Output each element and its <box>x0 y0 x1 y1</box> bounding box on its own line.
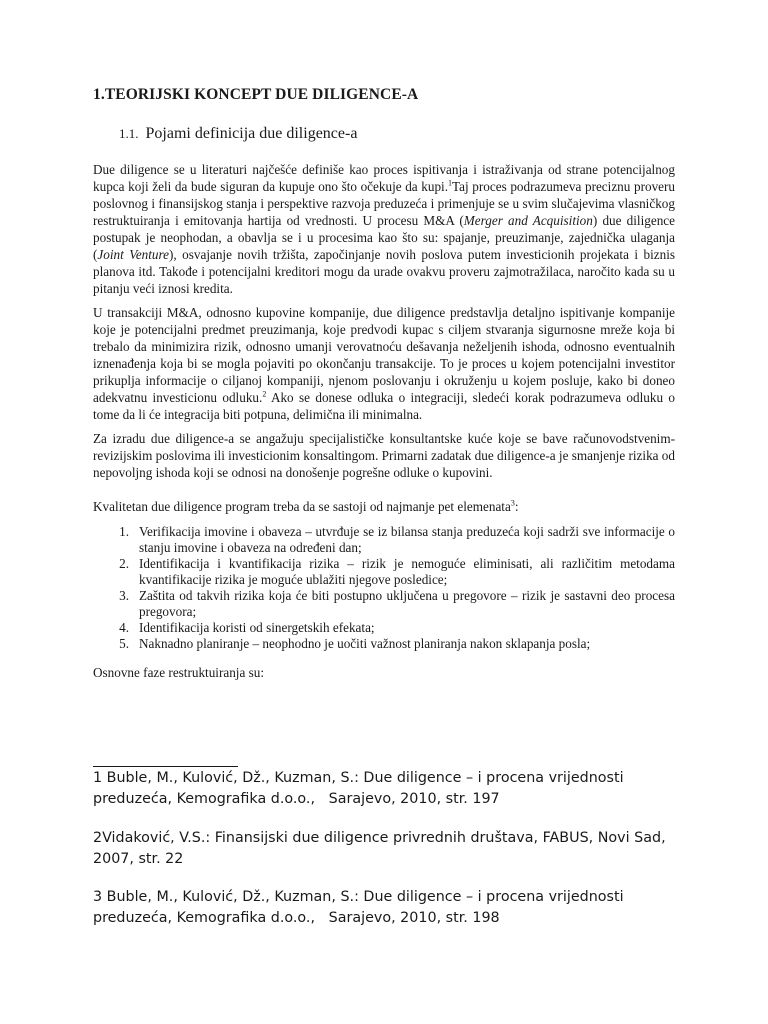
section-heading <box>119 125 675 143</box>
paragraph-text: Ako se donese odluka o integraciji, sledeći korak podrazumeva odluku o tome da li će integracija biti potpuna, delimična ili minimalna. <box>93 390 675 422</box>
list-text: Identifikacija koristi od sinergetskih efekata; <box>139 620 375 635</box>
phases-intro: Osnovne faze restruktuiranja su: <box>93 665 265 680</box>
paragraph-text: Kvalitetan due diligence program treba da se sastoji od najmanje pet elemenata <box>93 499 511 514</box>
footnote-ref: 3 <box>510 498 515 508</box>
footnote-text: 2Vidaković, V.S.: Finansijski due diligence privrednih društava, FABUS, Novi Sad, 2007, str. 22 <box>93 830 671 867</box>
list-number: 2. <box>119 556 129 571</box>
list-text: Identifikacija i kvantifikacija rizika – rizik je nemoguće eliminisati, ali različitim metodama kvantifikacije rizika je moguće ublažiti njegove posledice; <box>139 556 675 587</box>
list-item <box>93 524 675 556</box>
list-text: Verifikacija imovine i obaveza – utvrđuje se iz bilansa stanja preduzeća koji sadrži sve informacije o stanju imovine i obaveza na određeni dan; <box>139 524 675 555</box>
paragraph-text: ), osvajanje novih tržišta, započinjanje novih poslova putem investicionih projekata i biznis planova itd. Takođe i potencijalni kreditori mogu da urade ovakvu proveru zajmotražilaca, naročito kada su u pitanju veći iznosi kredita. <box>93 247 675 296</box>
list-number: 3. <box>119 588 129 603</box>
paragraph-3: Za izradu due diligence-a se angažuju specijalističke konsultantske kuće koje se bave računovodstvenim-revizijskim poslovima ili investicionim konsaltingom. Primarni zadatak due diligence-a je smanjenje rizika od nepovoljng ishoda koji se odnosi na donošenje pogrešne odluke o kupovini. <box>93 431 675 480</box>
footnote-text: 1 Buble, M., Kulović, Dž., Kuzman, S.: Due diligence – i procena vrijednosti preduzeća, Kemografika d.o.o., Sarajevo, 2010, str. 197 <box>93 770 629 807</box>
list-number: 4. <box>119 620 129 635</box>
footnote-2 <box>93 828 683 870</box>
list-item <box>93 636 675 652</box>
footnote-1 <box>93 768 683 810</box>
list-item <box>93 620 675 636</box>
paragraph-1 <box>93 161 675 297</box>
paragraph-2 <box>93 304 675 423</box>
list-item <box>93 556 675 588</box>
list-number: 1. <box>119 524 129 539</box>
paragraph-text: ) due diligence postupak je neophodan, a obavlja se i u procesima kao što su: spajanje, preuzimanje, zajednička ulaganja ( <box>93 213 675 262</box>
italic-term: Merger and Acquisition <box>463 213 593 228</box>
page-body <box>93 86 675 681</box>
elements-list <box>93 524 675 652</box>
footnote-text: 3 Buble, M., Kulović, Dž., Kuzman, S.: Due diligence – i procena vrijednosti preduzeća, Kemografika d.o.o., Sarajevo, 2010, str. 198 <box>93 889 629 926</box>
list-number: 5. <box>119 636 129 651</box>
footnote-3 <box>93 887 683 929</box>
section-title: Pojami definicija due diligence-a <box>145 125 358 142</box>
footnote-ref: 2 <box>262 389 267 399</box>
paragraph-text: U transakciji M&A, odnosno kupovine kompanije, due diligence predstavlja detaljno ispitivanje kompanije koje je potencijalni predmet preuzimanja, koje predvodi kupac s ciljem stvaranja sigurnosne mreže koja bi trebalo da minimizira rizik, odnosno umanji verovatnoću dešavanja neželjenih ishoda, odnosno eventualnih iznenađenja koja bi se mogla pojaviti po okončanju transakcije. To je proces u kojem potencijalni investitor prikuplja informacije o ciljanoj kompaniji, njenom poslovanju i okruženju u kojem posluje, kako bi doneo adekvatnu investicionu odluku. <box>93 305 675 405</box>
paragraph-text: : <box>514 499 519 514</box>
list-text: Naknadno planiranje – neophodno je uočiti važnost planiranja nakon sklapanja posla; <box>139 636 591 651</box>
footnote-separator <box>93 766 238 767</box>
paragraph-text: Taj proces podrazumeva preciznu proveru poslovnog i finansijskog stanja i perspektive razvoja preduzeća i primenjuje se u svim slučajevima vlasničkog restruktuiranja i emitovanja hartija od vrednosti. U procesu M&A ( <box>93 179 675 228</box>
italic-term: Joint Venture <box>97 247 170 262</box>
chapter-title: 1.TEORIJSKI KONCEPT DUE DILIGENCE-A <box>93 86 419 103</box>
list-text: Zaštita od takvih rizika koja će biti postupno uključena u pregovore – rizik je sastavni deo procesa pregovora; <box>139 588 675 619</box>
paragraph-4 <box>93 498 675 515</box>
section-number: 1.1. <box>119 126 139 141</box>
paragraph-text: Due diligence se u literaturi najčešće definiše kao proces ispitivanja i istraživanja od strane potencijalnog kupca koji želi da bude siguran da kupuje ono što očekuje da kupi. <box>93 162 675 194</box>
footnote-ref: 1 <box>448 178 453 188</box>
list-item <box>93 588 675 620</box>
